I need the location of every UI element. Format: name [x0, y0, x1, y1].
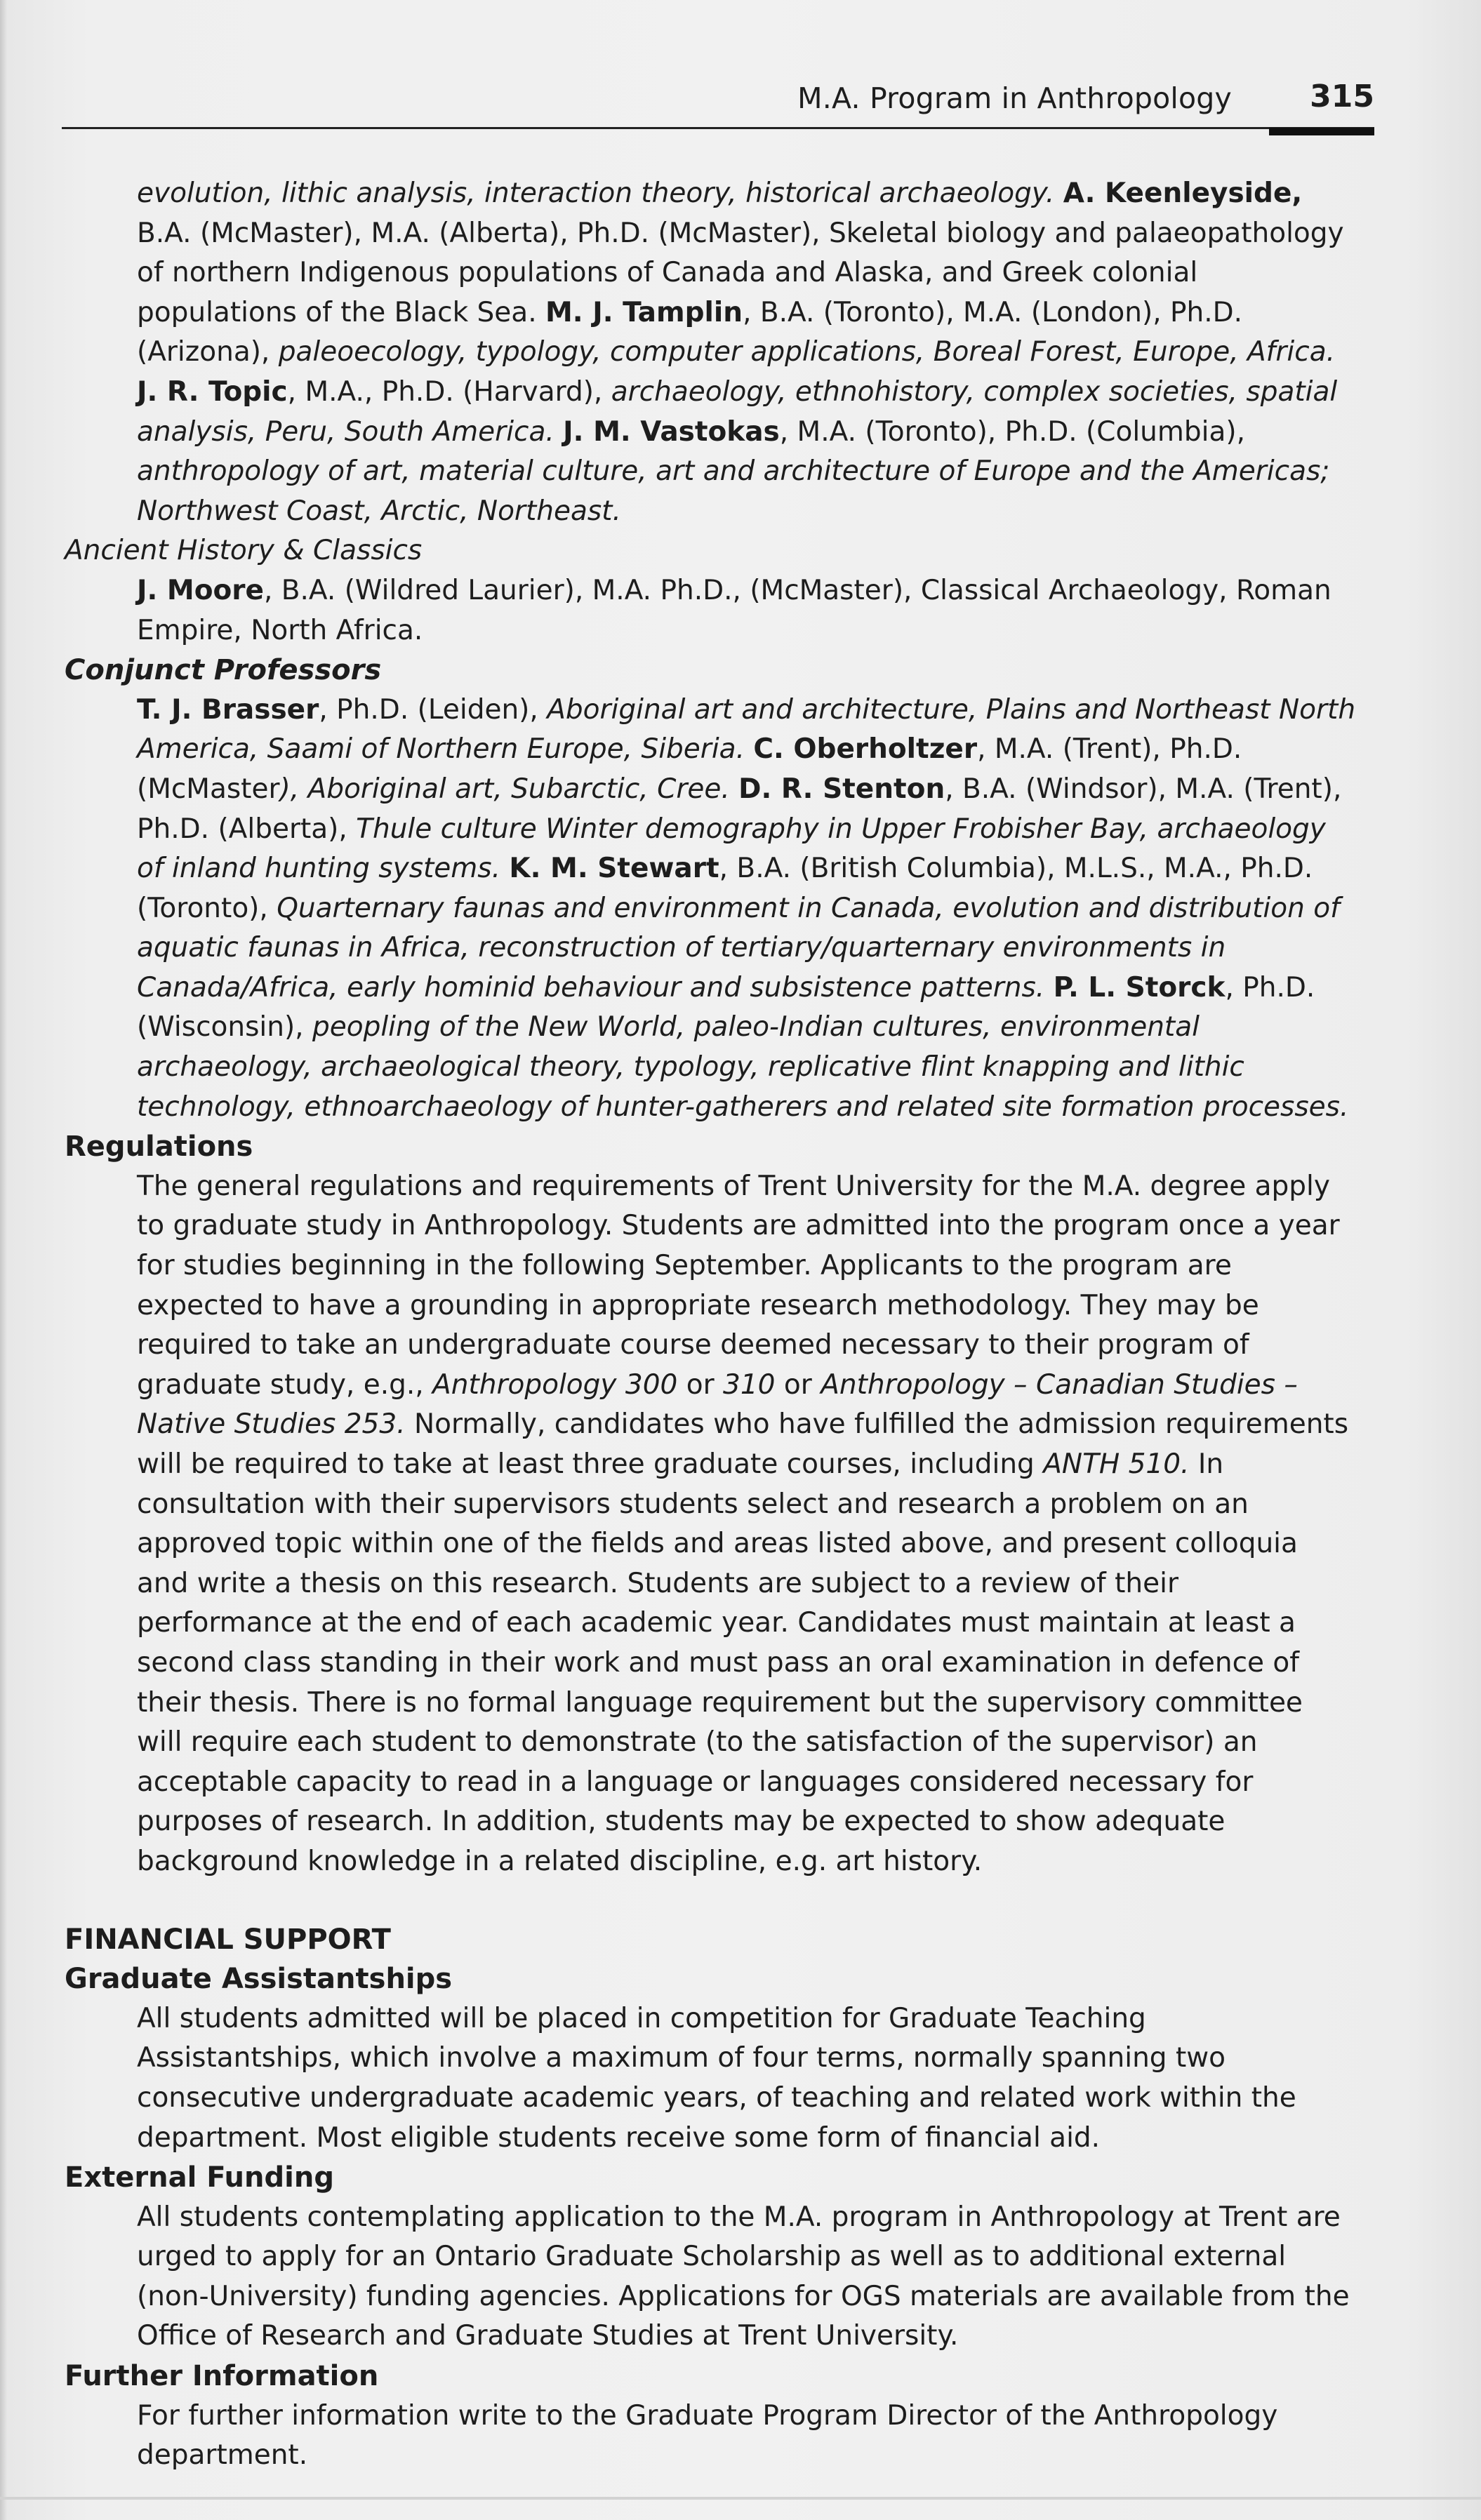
text-run: , B.A. (Wildred Laurier), M.A. Ph.D., (McMaster), Classical Archaeology, Roman Empire, North Africa. [137, 574, 1331, 646]
faculty-name: D. R. Stenton [738, 773, 945, 805]
header-bar [1269, 128, 1374, 135]
paragraph-regulations [65, 1167, 1377, 1882]
paragraph-classics [65, 571, 1377, 651]
paragraph-external [65, 2198, 1377, 2356]
italic-text: Quarternary faunas and environment in Canada, evolution and distribution of aquatic faunas in Africa, reconstruction of tertiary/quarternary environments in Canada/Africa, early hominid behaviour and subsistence patterns. [137, 892, 1340, 1004]
italic-text: peopling of the New World, paleo-Indian cultures, environmental archaeology, archaeological theory, typology, replicative flint knapping and lithic technology, ethnoarchaeology of hunter-gatherers and related site formation processes. [137, 1011, 1349, 1123]
italic-text: Anthropology 300 [432, 1368, 678, 1401]
section-gap [65, 1882, 1377, 1920]
italic-text: 310 [723, 1368, 776, 1401]
italic-text: anthropology of art, material culture, art and architecture of Europe and the Americas; Northwest Coast, Arctic, Northeast. [137, 455, 1330, 527]
text-run: , Ph.D. (Wisconsin), [137, 971, 1315, 1044]
bottom-edge [0, 2497, 1481, 2500]
italic-text: Aboriginal art and architecture, Plains and Northeast North America, Saami of Northern Europe, Siberia. [137, 693, 1356, 766]
section-heading: External Funding [65, 2161, 334, 2194]
text-run: All students admitted will be placed in competition for Graduate Teaching Assistantships, which involve a maximum of four terms, normally spanning two consecutive undergraduate academic years, of teaching and related work within the department. Most eligible students receive some form of financial aid. [137, 2002, 1296, 2154]
italic-text: ANTH 510. [1043, 1448, 1190, 1480]
faculty-name: A. Keenleyside, [1063, 178, 1303, 209]
text-run: , B.A. (British Columbia), M.L.S., M.A., Ph.D. (Toronto), [137, 853, 1313, 924]
faculty-name: J. R. Topic [137, 375, 288, 408]
italic-text: Thule culture Winter demography in Upper Frobisher Bay, archaeology of inland hunting systems. [137, 813, 1326, 885]
paragraph-further [65, 2396, 1377, 2476]
faculty-name: C. Oberholtzer [753, 733, 978, 766]
italic-text: evolution, lithic analysis, interaction theory, historical archaeology. [137, 178, 1063, 209]
text-run: All students contemplating application to the M.A. program in Anthropology at Trent are urged to apply for an Ontario Graduate Scholarship as well as to additional external (non-University) funding agencies. Applications for OGS materials are available from the Office of Research and Graduate Studies at Trent University. [137, 2201, 1350, 2352]
page-number: 315 [1310, 79, 1374, 114]
text-run: , M.A. (Trent), Ph.D. (McMaster [137, 733, 1242, 805]
faculty-name: J. Moore [137, 574, 264, 606]
text-run: , B.A. (Windsor), M.A. (Trent), Ph.D. (Alberta), [137, 773, 1342, 845]
italic-text: archaeology, ethnohistory, complex societies, spatial analysis, Peru, South America. [137, 375, 1338, 448]
text-run: Normally, candidates who have fulfilled the admission requirements will be required to take at least three graduate courses, including [137, 1408, 1349, 1480]
italic-text: Anthropology – Canadian Studies – Native Studies 253. [137, 1368, 1298, 1441]
text-run: The general regulations and requirements of Trent University for the M.A. degree apply to graduate study in Anthropology. Students are admitted into the program once a year for studies beginning in the following September. Applicants to the program are expected to have a grounding in appropriate research methodology. They may be required to take an undergraduate course deemed necessary to their program of graduate study, e.g., [137, 1170, 1340, 1401]
faculty-name: K. M. Stewart [509, 853, 719, 885]
faculty-name: P. L. Storck [1053, 971, 1226, 1004]
faculty-name: J. M. Vastokas [563, 415, 780, 448]
section-heading: Graduate Assistantships [65, 1963, 453, 1996]
header-rule [62, 127, 1374, 129]
text-run: , M.A. (Toronto), Ph.D. (Columbia), [779, 415, 1245, 448]
page-content [65, 174, 1377, 2476]
paragraph-faculty-continued [65, 174, 1377, 531]
text-run: , M.A., Ph.D. (Harvard), [287, 375, 611, 408]
italic-text: paleoecology, typology, computer applications, Boreal Forest, Europe, Africa. [278, 336, 1336, 368]
text-run: or [677, 1368, 724, 1401]
section-heading: Conjunct Professors [65, 654, 382, 687]
section-heading: Further Information [65, 2360, 379, 2393]
italic-text: ), Aboriginal art, Subarctic, Cree. [279, 773, 739, 805]
section-heading: Ancient History & Classics [65, 535, 423, 567]
section-heading: FINANCIAL SUPPORT [65, 1923, 391, 1956]
text-run: , B.A. (Toronto), M.A. (London), Ph.D. (Arizona), [137, 296, 1243, 368]
page-edge-shadow [0, 0, 7, 2520]
text-run: For further information write to the Graduate Program Director of the Anthropology department. [137, 2399, 1278, 2472]
text-run: , Ph.D. (Leiden), [319, 693, 547, 726]
faculty-name: M. J. Tamplin [545, 296, 743, 328]
text-run: In consultation with their supervisors students select and research a problem on an approved topic within one of the fields and areas listed above, and present colloquia and write a thesis on this research. Students are subject to a review of their performance at the end of each academic year. Candidates must maintain at least a second class standing in their work and must pass an oral examination in defence of their thesis. There is no formal language requirement but the supervisory committee will require each student to demonstrate (to the satisfaction of the supervisor) an acceptable capacity to read in a language or languages considered necessary for purposes of research. In addition, students may be expected to show adequate background knowledge in a related discipline, e.g. art history. [137, 1448, 1303, 1877]
header-title: M.A. Program in Anthropology [797, 81, 1232, 115]
faculty-name: T. J. Brasser [137, 693, 319, 726]
running-header [62, 76, 1374, 131]
text-run: B.A. (McMaster), M.A. (Alberta), Ph.D. (McMaster), Skeletal biology and palaeopathology of northern Indigenous populations of Canada and Alaska, and Greek colonial populations of the Black Sea. [137, 217, 1344, 328]
paragraph-conjunct [65, 691, 1377, 1128]
paragraph-assistantships [65, 1999, 1377, 2158]
section-heading: Regulations [65, 1131, 253, 1164]
text-run: or [775, 1368, 821, 1401]
